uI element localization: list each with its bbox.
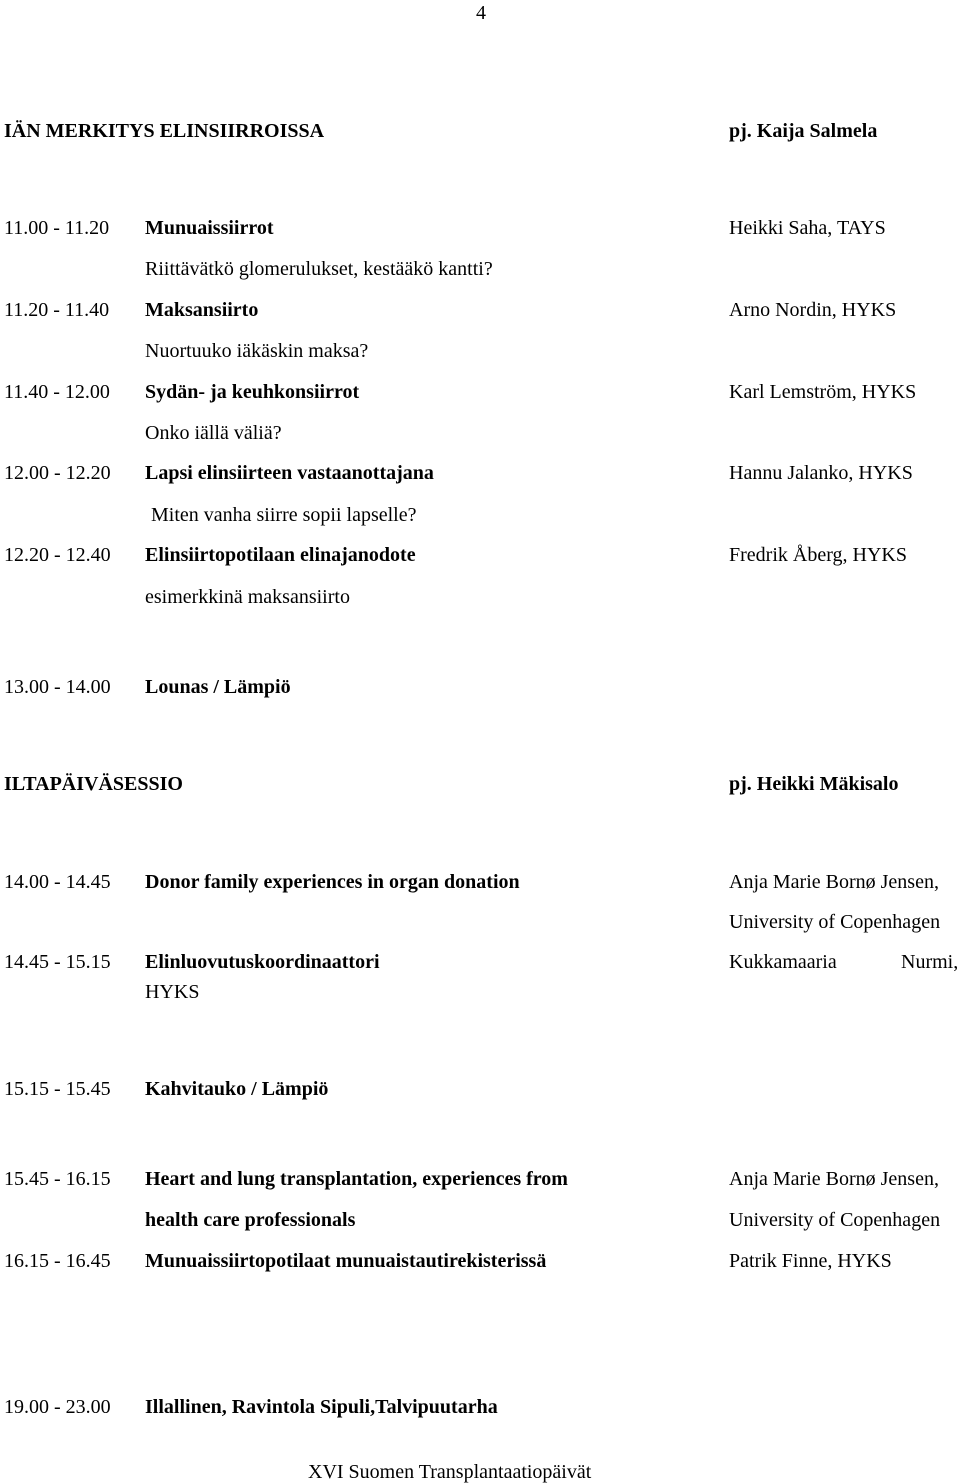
session-subtitle: Nuortuuko iäkäskin maksa? bbox=[145, 340, 369, 362]
break-title: Lounas / Lämpiö bbox=[145, 676, 291, 698]
session-title: Lapsi elinsiirteen vastaanottajana bbox=[145, 462, 434, 484]
session-subtitle: Onko iällä väliä? bbox=[145, 422, 282, 444]
session-title: Elinsiirtopotilaan elinajanodote bbox=[145, 544, 416, 566]
session-affiliation: HYKS bbox=[145, 981, 200, 1003]
session-time: 15.45 - 16.15 bbox=[4, 1168, 111, 1190]
section-chair: pj. Heikki Mäkisalo bbox=[729, 773, 899, 795]
session-speaker: Heikki Saha, TAYS bbox=[729, 217, 886, 239]
session-title: Heart and lung transplantation, experiences from bbox=[145, 1168, 568, 1190]
session-speaker: Karl Lemström, HYKS bbox=[729, 381, 917, 403]
session-speaker: Anja Marie Bornø Jensen, bbox=[729, 871, 939, 893]
session-time: 14.00 - 14.45 bbox=[4, 871, 111, 893]
session-subtitle: Riittävätkö glomerulukset, kestääkö kantti? bbox=[145, 258, 493, 280]
session-subtitle: esimerkkinä maksansiirto bbox=[145, 586, 350, 608]
session-speaker: Kukkamaaria bbox=[729, 951, 837, 973]
session-title-continued: health care professionals bbox=[145, 1209, 356, 1231]
session-speaker: Fredrik Åberg, HYKS bbox=[729, 544, 907, 566]
session-title: Munuaissiirrot bbox=[145, 217, 274, 239]
session-title: Maksansiirto bbox=[145, 299, 259, 321]
break-title: Kahvitauko / Lämpiö bbox=[145, 1078, 329, 1100]
section-chair: pj. Kaija Salmela bbox=[729, 120, 878, 142]
section-title: IÄN MERKITYS ELINSIIRROISSA bbox=[4, 120, 325, 142]
event-time: 19.00 - 23.00 bbox=[4, 1396, 111, 1418]
page-footer: XVI Suomen Transplantaatiopäivät bbox=[308, 1461, 592, 1483]
page-number: 4 bbox=[476, 2, 486, 24]
session-title: Munuaissiirtopotilaat munuaistautirekisterissä bbox=[145, 1250, 547, 1272]
session-speaker-surname: Nurmi, bbox=[901, 951, 959, 973]
session-time: 14.45 - 15.15 bbox=[4, 951, 111, 973]
break-time: 15.15 - 15.45 bbox=[4, 1078, 111, 1100]
session-title: Sydän- ja keuhkonsiirrot bbox=[145, 381, 360, 403]
session-time: 11.20 - 11.40 bbox=[4, 299, 110, 321]
session-time: 11.40 - 12.00 bbox=[4, 381, 110, 403]
session-speaker: Arno Nordin, HYKS bbox=[729, 299, 897, 321]
event-title: Illallinen, Ravintola Sipuli,Talvipuutarha bbox=[145, 1396, 498, 1418]
session-subtitle: Miten vanha siirre sopii lapselle? bbox=[151, 504, 417, 526]
session-speaker: Patrik Finne, HYKS bbox=[729, 1250, 892, 1272]
section-title: ILTAPÄIVÄSESSIO bbox=[4, 773, 183, 795]
session-time: 11.00 - 11.20 bbox=[4, 217, 110, 239]
session-speaker: Anja Marie Bornø Jensen, bbox=[729, 1168, 939, 1190]
session-title: Elinluovutuskoordinaattori bbox=[145, 951, 380, 973]
session-time: 16.15 - 16.45 bbox=[4, 1250, 111, 1272]
session-time: 12.00 - 12.20 bbox=[4, 462, 111, 484]
session-time: 12.20 - 12.40 bbox=[4, 544, 111, 566]
session-affiliation: University of Copenhagen bbox=[729, 1209, 941, 1231]
break-time: 13.00 - 14.00 bbox=[4, 676, 111, 698]
session-speaker: Hannu Jalanko, HYKS bbox=[729, 462, 913, 484]
session-affiliation: University of Copenhagen bbox=[729, 911, 941, 933]
session-title: Donor family experiences in organ donation bbox=[145, 871, 520, 893]
